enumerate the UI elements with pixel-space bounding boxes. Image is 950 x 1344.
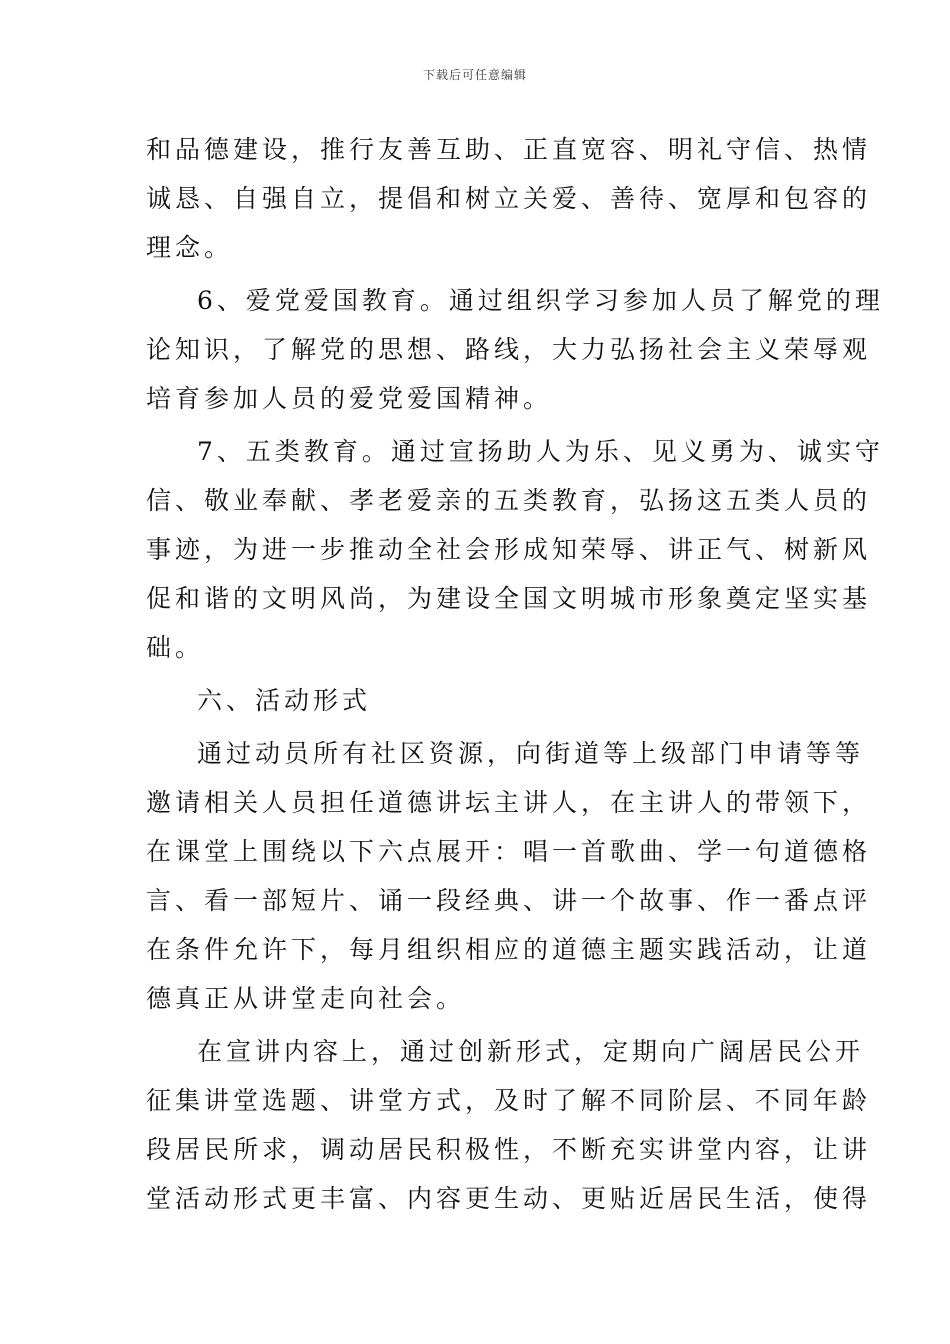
paragraph (146, 427, 884, 672)
text-line: 7、五类教育。通过宣扬助人为乐、见义勇为、诚实守 (197, 437, 884, 466)
text-line: 论知识，了解党的思想、路线，大力弘扬社会主义荣辱观 (146, 335, 872, 364)
text-line: 培育参加人员的爱党爱国精神。 (146, 384, 553, 413)
text-line: 堂活动形式更丰富、内容更生动、更贴近居民生活，使得 (146, 1184, 872, 1213)
paragraph (146, 125, 872, 272)
text-line: 和品德建设，推行友善互助、正直宽容、明礼守信、热情 (146, 135, 872, 164)
text-line: 征集讲堂选题、讲堂方式，及时了解不同阶层、不同年龄 (146, 1086, 872, 1115)
text-line: 段居民所求，调动居民积极性，不断充实讲堂内容，让讲 (146, 1135, 872, 1164)
page-header: 下载后可任意编辑 (422, 68, 527, 82)
text-line: 通过动员所有社区资源，向街道等上级部门申请等等 (197, 739, 865, 768)
text-line: 言、看一部短片、诵一段经典、讲一个故事、作一番点评 (146, 886, 872, 915)
paragraph (146, 1027, 872, 1223)
text-line: 促和谐的文明风尚，为建设全国文明城市形象奠定坚实基 (146, 584, 872, 613)
paragraph (146, 729, 872, 1023)
paragraph (146, 276, 884, 423)
text-line: 事迹，为进一步推动全社会形成知荣辱、讲正气、树新风 (146, 535, 872, 564)
text-line: 诚恳、自强自立，提倡和树立关爱、善待、宽厚和包容的 (146, 184, 872, 213)
text-line: 在条件允许下，每月组织相应的道德主题实践活动，让道 (146, 935, 872, 964)
text-line: 在宣讲内容上，通过创新形式，定期向广阔居民公开 (197, 1037, 865, 1066)
document-body (146, 125, 884, 1223)
text-line: 6、爱党爱国教育。通过组织学习参加人员了解党的理 (197, 286, 884, 315)
text-line: 德真正从讲堂走向社会。 (146, 984, 466, 1013)
text-line: 础。 (146, 633, 205, 662)
text-line: 邀请相关人员担任道德讲坛主讲人，在主讲人的带领下， (146, 788, 872, 817)
heading-text: 六、活动形式 (197, 686, 372, 715)
section-heading (146, 676, 814, 725)
text-line: 信、敬业奉献、孝老爱亲的五类教育，弘扬这五类人员的 (146, 486, 872, 515)
text-line: 理念。 (146, 233, 234, 262)
text-line: 在课堂上围绕以下六点展开：唱一首歌曲、学一句道德格 (146, 837, 872, 866)
